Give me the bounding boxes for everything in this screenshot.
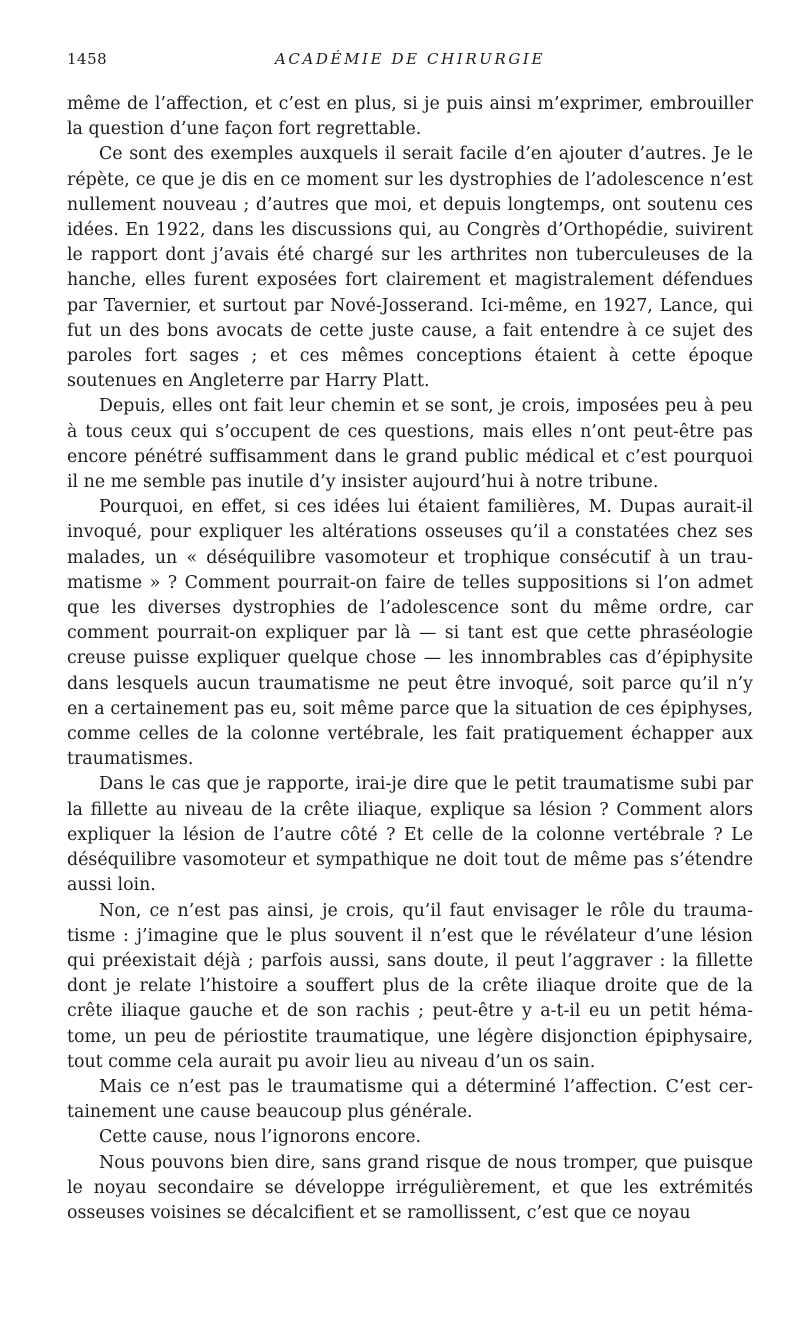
page-number: 1458 bbox=[67, 50, 108, 68]
paragraph-continuation: même de l’affection, et c’est en plus, si je puis ainsi m’exprimer, embrouiller la question d’une façon fort regrettable. bbox=[67, 94, 753, 140]
paragraph: Non, ce n’est pas ainsi, je crois, qu’il faut envisager le rôle du traumatisme : j’imagine que le plus souvent il n’est que le révélateur d’une lésion qui préexistait déjà ; parfois aussi, sans doute, il peut l’aggraver : la fillette dont je relate l’histoire a souffert plus de la crête iliaque droite que de la crête iliaque gauche et de son rachis ; peut-être y a-t-il eu un petit hématome, un peu de périostite traumatique, une légère disjonction épiphysaire, tout comme cela aurait pu avoir lieu au niveau d’un os sain. bbox=[67, 900, 753, 1072]
paragraph: Mais ce n’est pas le traumatisme qui a déterminé l’affection. C’est certainement une cause beaucoup plus générale. bbox=[67, 1076, 753, 1123]
paragraph: Depuis, elles ont fait leur chemin et se sont, je crois, imposées peu à peu à tous ceux qui s’occupent de ces questions, mais elles n’ont peut-être pas encore pénétré suffisamment dans le grand public médical et c’est pourquoi il ne me semble pas inutile d’y insister aujourd’hui à notre tribune. bbox=[67, 396, 753, 493]
paragraph: Ce sont des exemples auxquels il serait facile d’en ajouter d’autres. Je le répète, ce que je dis en ce moment sur les dystrophies de l’adolescence n’est nullement nouveau ; d’autres que moi, et depuis longtemps, ont soutenu ces idées. En 1922, dans les discussions qui, au Congrès d’Orthopédie, suivirent le rapport dont j’avais été chargé sur les arthrites non tuberculeuses de la hanche, elles furent exposées fort clairement et magistralement défendues par Tavernier, et surtout par Nové-Josserand. Ici-même, en 1927, Lance, qui fut un des bons avocats de cette juste cause, a fait entendre à ce sujet des paroles fort sages ; et ces mêmes conceptions étaient à cette époque soutenues en Angleterre par Harry Platt. bbox=[67, 144, 753, 392]
paragraph: Cette cause, nous l’ignorons encore. bbox=[99, 1127, 422, 1148]
paragraph: Dans le cas que je rapporte, irai-je dire que le petit traumatisme subi par la fillette au niveau de la crête iliaque, explique sa lésion ? Comment alors expliquer la lésion de l’autre côté ? Et celle de la colonne vertébrale ? Le déséquilibre vasomoteur et sympathique ne doit tout de même pas s’étendre aussi loin. bbox=[67, 774, 753, 896]
body-text bbox=[67, 92, 753, 1226]
document-page bbox=[67, 50, 753, 1226]
running-header bbox=[67, 50, 753, 74]
paragraph: Pourquoi, en effet, si ces idées lui étaient familières, M. Dupas aurait-il invoqué, pour expliquer les altérations osseuses qu’il a constatées chez ses malades, un « déséquilibre vasomoteur et trophique consécutif à un traumatisme » ? Comment pourrait-on faire de telles suppositions si l’on admet que les diverses dystrophies de l’adolescence sont du même ordre, car comment pourrait-on expliquer par là — si tant est que cette phraséologie creuse puisse expliquer quelque chose — les innombrables cas d’épiphysite dans lesquels aucun traumatisme ne peut être invoqué, soit parce qu’il n’y en a certainement pas eu, soit même parce que la situation de ces épiphyses, comme celles de la colonne vertébrale, les fait pratiquement échapper aux traumatismes. bbox=[67, 497, 753, 770]
paragraph: Nous pouvons bien dire, sans grand risque de nous tromper, que puisque le noyau secondaire se développe irrégulièrement, et que les extrémités osseuses voisines se décalcifient et se ramollissent, c’est que ce noyau bbox=[67, 1152, 753, 1223]
journal-title: ACADÉMIE DE CHIRURGIE bbox=[274, 50, 546, 68]
